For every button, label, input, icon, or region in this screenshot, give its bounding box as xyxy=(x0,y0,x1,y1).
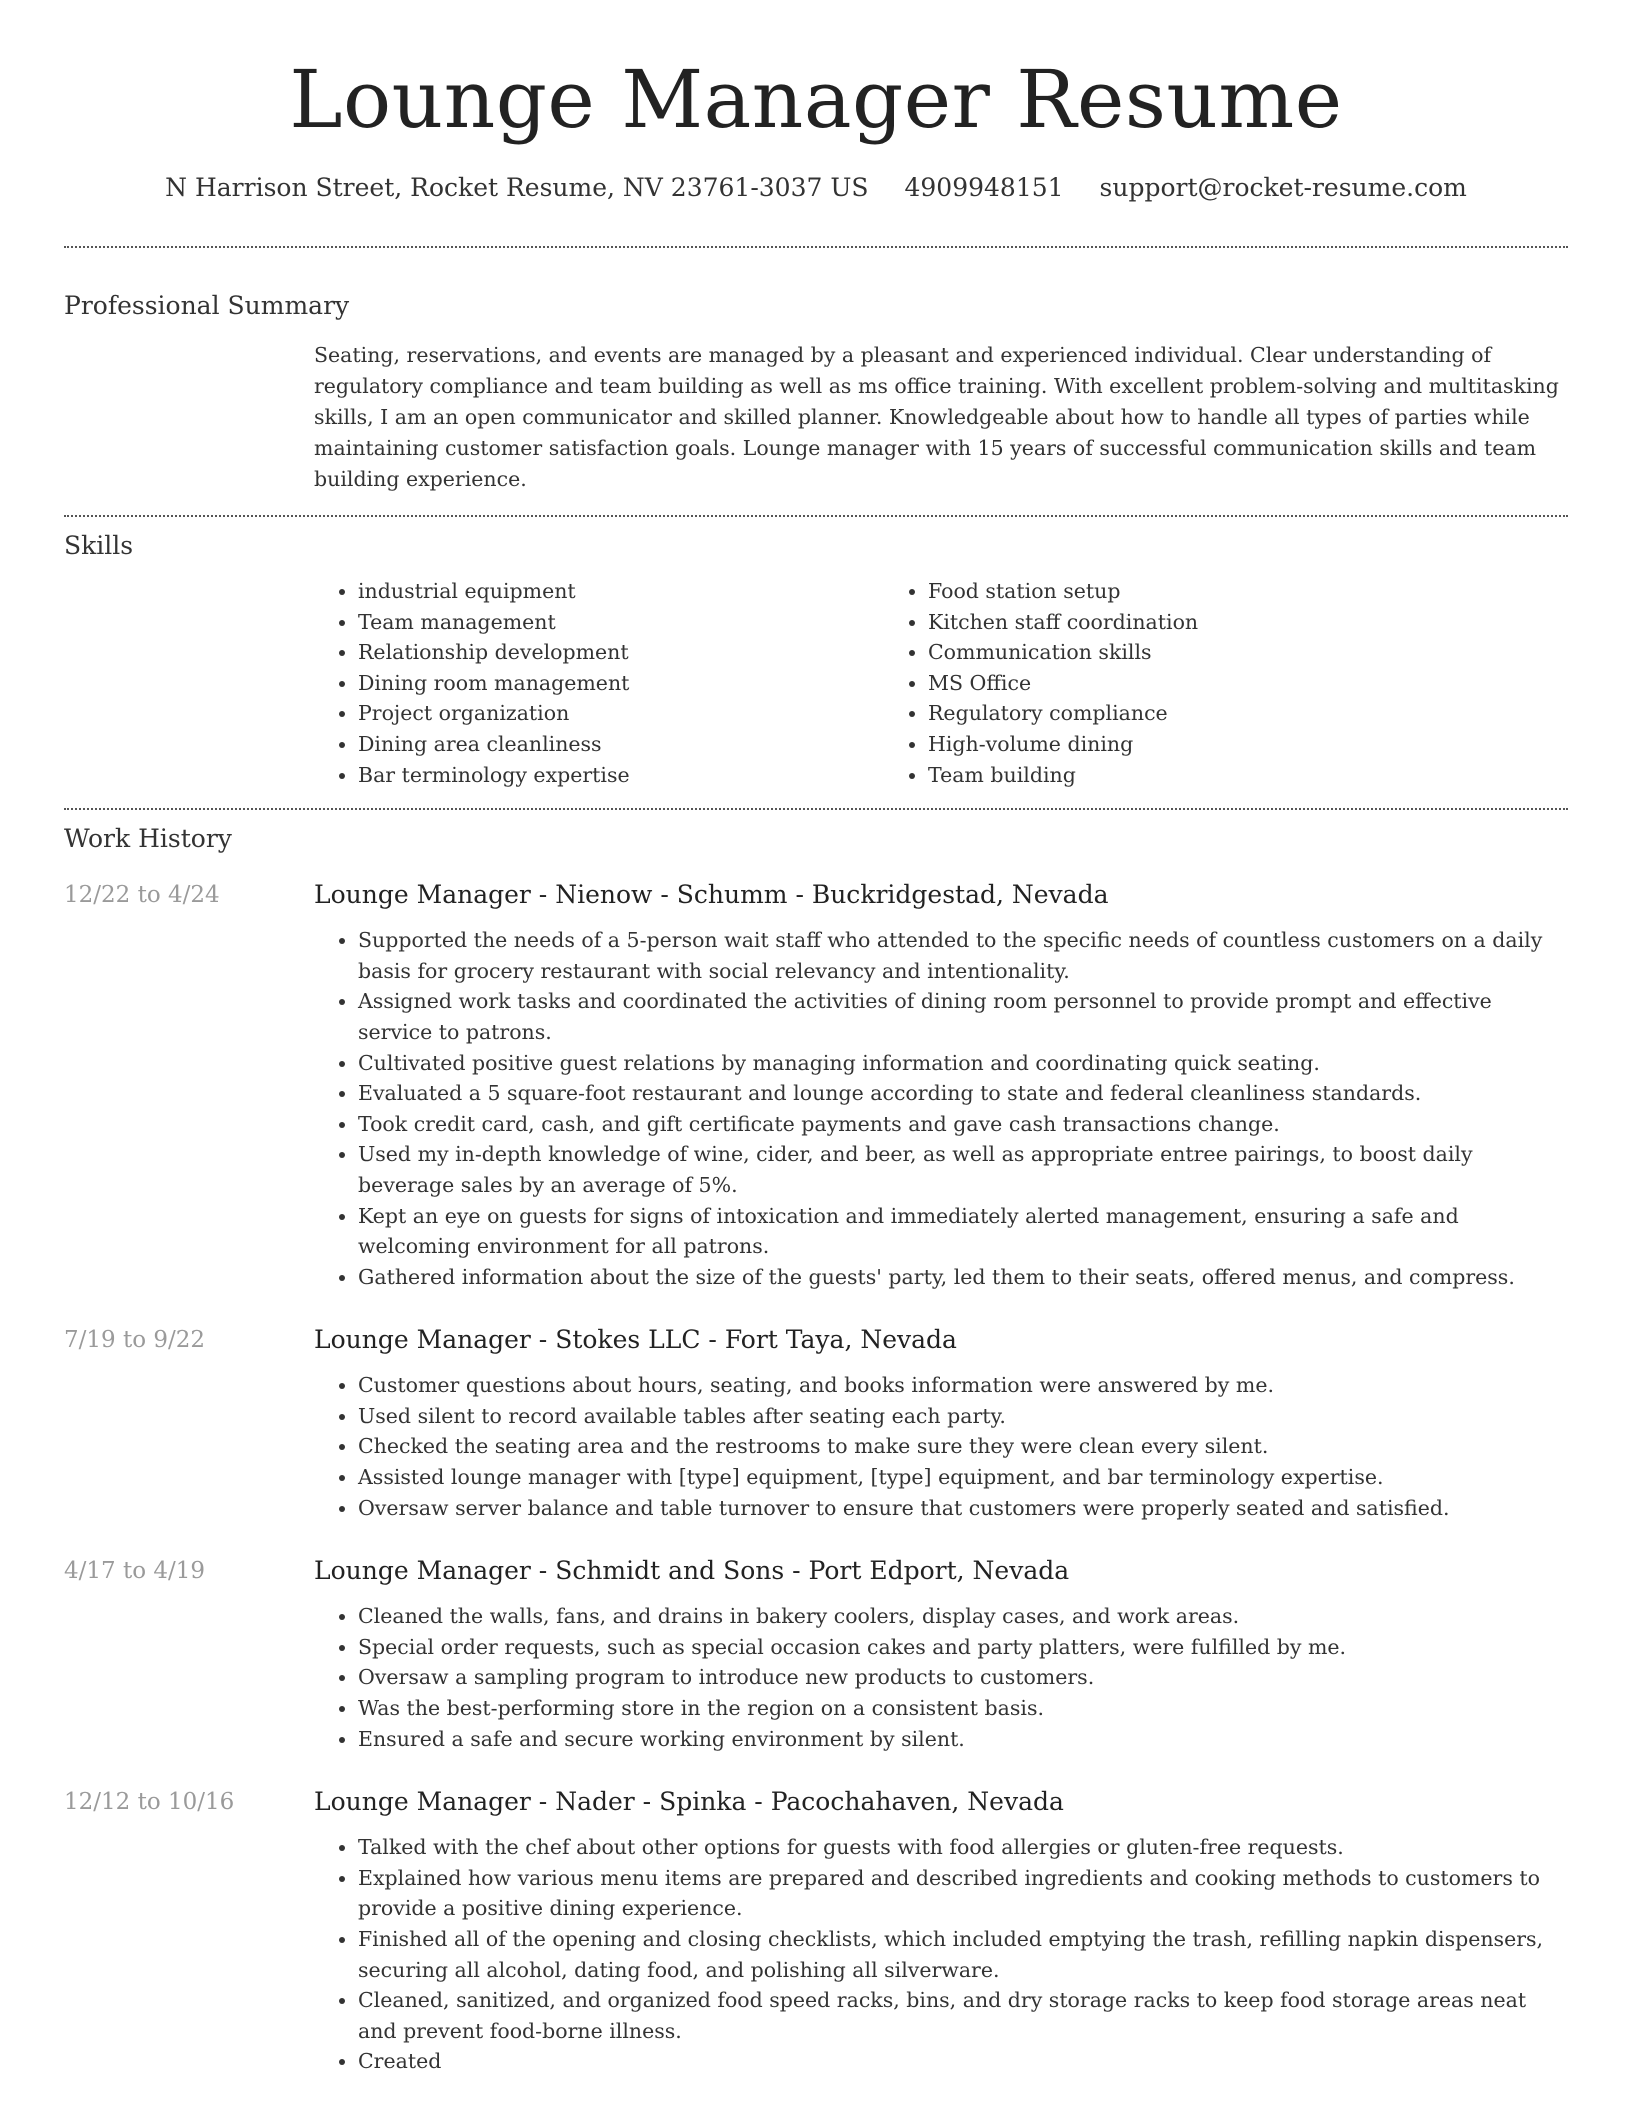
list-item: • Project organization xyxy=(358,698,884,729)
list-item: • Assisted lounge manager with [type] equipment, [type] equipment, and bar terminology expertise. xyxy=(358,1462,1568,1493)
job-entry xyxy=(64,1786,1568,2077)
section-skills xyxy=(64,517,1568,790)
email: support@rocket-resume.com xyxy=(1099,173,1467,202)
job-date: 7/19 to 9/22 xyxy=(64,1327,206,1354)
contact-line xyxy=(64,172,1568,204)
list-item: • industrial equipment xyxy=(358,576,884,607)
job-date: 12/22 to 4/24 xyxy=(64,882,220,909)
section-work-history xyxy=(64,810,1568,2077)
list-item: • Regulatory compliance xyxy=(928,698,1454,729)
skills-columns xyxy=(314,576,1568,790)
list-item: • High-volume dining xyxy=(928,729,1454,760)
list-item: • Communication skills xyxy=(928,637,1454,668)
list-item: • Explained how various menu items are prepared and described ingredients and cooking methods to customers to provide a positive dining experience. xyxy=(358,1863,1568,1924)
list-item: • Oversaw server balance and table turnover to ensure that customers were properly seated and satisfied. xyxy=(358,1493,1568,1524)
job-bullets xyxy=(314,1601,1568,1754)
phone: 4909948151 xyxy=(904,173,1064,202)
list-item: • Used my in-depth knowledge of wine, cider, and beer, as well as appropriate entree pairings, to boost daily beverage sales by an average of 5%. xyxy=(358,1139,1568,1200)
skills-list-left xyxy=(314,576,884,790)
job-body xyxy=(314,1555,1568,1754)
job-title: Lounge Manager - Schmidt and Sons - Port Edport, Nevada xyxy=(314,1556,1070,1586)
job-body xyxy=(314,879,1568,1292)
section-summary xyxy=(64,248,1568,495)
job-title: Lounge Manager - Nader - Spinka - Pacochahaven, Nevada xyxy=(314,1787,1064,1817)
list-item: • Dining room management xyxy=(358,668,884,699)
summary-text: Seating, reservations, and events are managed by a pleasant and experienced individual. Clear understanding of regulatory compliance and team building as well as ms office training. With excellent problem-solving and multitasking skills, I am an open communicator and skilled planner. Knowledgeable about how to handle all types of parties while maintaining customer satisfaction goals. Lounge manager with 15 years of successful communication skills and team building experience. xyxy=(314,343,1559,491)
list-item: • Oversaw a sampling program to introduce new products to customers. xyxy=(358,1662,1568,1693)
list-item: • Assigned work tasks and coordinated the activities of dining room personnel to provide prompt and effective service to patrons. xyxy=(358,986,1568,1047)
list-item: • Used silent to record available tables after seating each party. xyxy=(358,1401,1568,1432)
job-bullets xyxy=(314,1370,1568,1523)
list-item: • Cultivated positive guest relations by managing information and coordinating quick seating. xyxy=(358,1048,1568,1079)
list-item: • Kitchen staff coordination xyxy=(928,607,1454,638)
list-item: • Relationship development xyxy=(358,637,884,668)
list-item: • Cleaned the walls, fans, and drains in bakery coolers, display cases, and work areas. xyxy=(358,1601,1568,1632)
job-body xyxy=(314,1786,1568,2077)
job-entry xyxy=(64,1324,1568,1523)
job-bullets xyxy=(314,925,1568,1292)
skills-list-right xyxy=(884,576,1454,790)
list-item: • Supported the needs of a 5-person wait staff who attended to the specific needs of countless customers on a daily basis for grocery restaurant with social relevancy and intentionality. xyxy=(358,925,1568,986)
list-item: • Team management xyxy=(358,607,884,638)
list-item: • Ensured a safe and secure working environment by silent. xyxy=(358,1724,1568,1755)
list-item: • Kept an eye on guests for signs of intoxication and immediately alerted management, ensuring a safe and welcoming environment for all patrons. xyxy=(358,1201,1568,1262)
job-bullets xyxy=(314,1832,1568,2077)
address: N Harrison Street, Rocket Resume, NV 23761-3037 US xyxy=(165,173,869,202)
job-date: 4/17 to 4/19 xyxy=(64,1558,206,1585)
list-item: • Gathered information about the size of the guests' party, led them to their seats, offered menus, and compress. xyxy=(358,1262,1568,1293)
list-item: • Cleaned, sanitized, and organized food speed racks, bins, and dry storage racks to keep food storage areas neat and prevent food-borne illness. xyxy=(358,1985,1568,2046)
list-item: • Customer questions about hours, seating, and books information were answered by me. xyxy=(358,1370,1568,1401)
list-item: • Bar terminology expertise xyxy=(358,760,884,791)
list-item: • MS Office xyxy=(928,668,1454,699)
list-item: • Checked the seating area and the restrooms to make sure they were clean every silent. xyxy=(358,1431,1568,1462)
page-title: Lounge Manager Resume xyxy=(289,53,1343,146)
job-date: 12/12 to 10/16 xyxy=(64,1789,235,1816)
list-item: • Talked with the chef about other options for guests with food allergies or gluten-free requests. xyxy=(358,1832,1568,1863)
summary-heading: Professional Summary xyxy=(64,291,350,320)
skills-heading: Skills xyxy=(64,531,134,560)
list-item: • Took credit card, cash, and gift certificate payments and gave cash transactions change. xyxy=(358,1109,1568,1140)
job-entry xyxy=(64,879,1568,1292)
list-item: • Created xyxy=(358,2046,1568,2077)
list-item: • Dining area cleanliness xyxy=(358,729,884,760)
list-item: • Special order requests, such as special occasion cakes and party platters, were fulfilled by me. xyxy=(358,1632,1568,1663)
work-history-heading: Work History xyxy=(64,824,232,854)
list-item: • Evaluated a 5 square-foot restaurant and lounge according to state and federal cleanliness standards. xyxy=(358,1078,1568,1109)
job-body xyxy=(314,1324,1568,1523)
list-item: • Team building xyxy=(928,760,1454,791)
job-title: Lounge Manager - Nienow - Schumm - Buckridgestad, Nevada xyxy=(314,880,1109,910)
job-entry xyxy=(64,1555,1568,1754)
list-item: • Was the best-performing store in the region on a consistent basis. xyxy=(358,1693,1568,1724)
list-item: • Food station setup xyxy=(928,576,1454,607)
job-title: Lounge Manager - Stokes LLC - Fort Taya, Nevada xyxy=(314,1325,957,1355)
list-item: • Finished all of the opening and closing checklists, which included emptying the trash, refilling napkin dispensers, securing all alcohol, dating food, and polishing all silverware. xyxy=(358,1924,1568,1985)
